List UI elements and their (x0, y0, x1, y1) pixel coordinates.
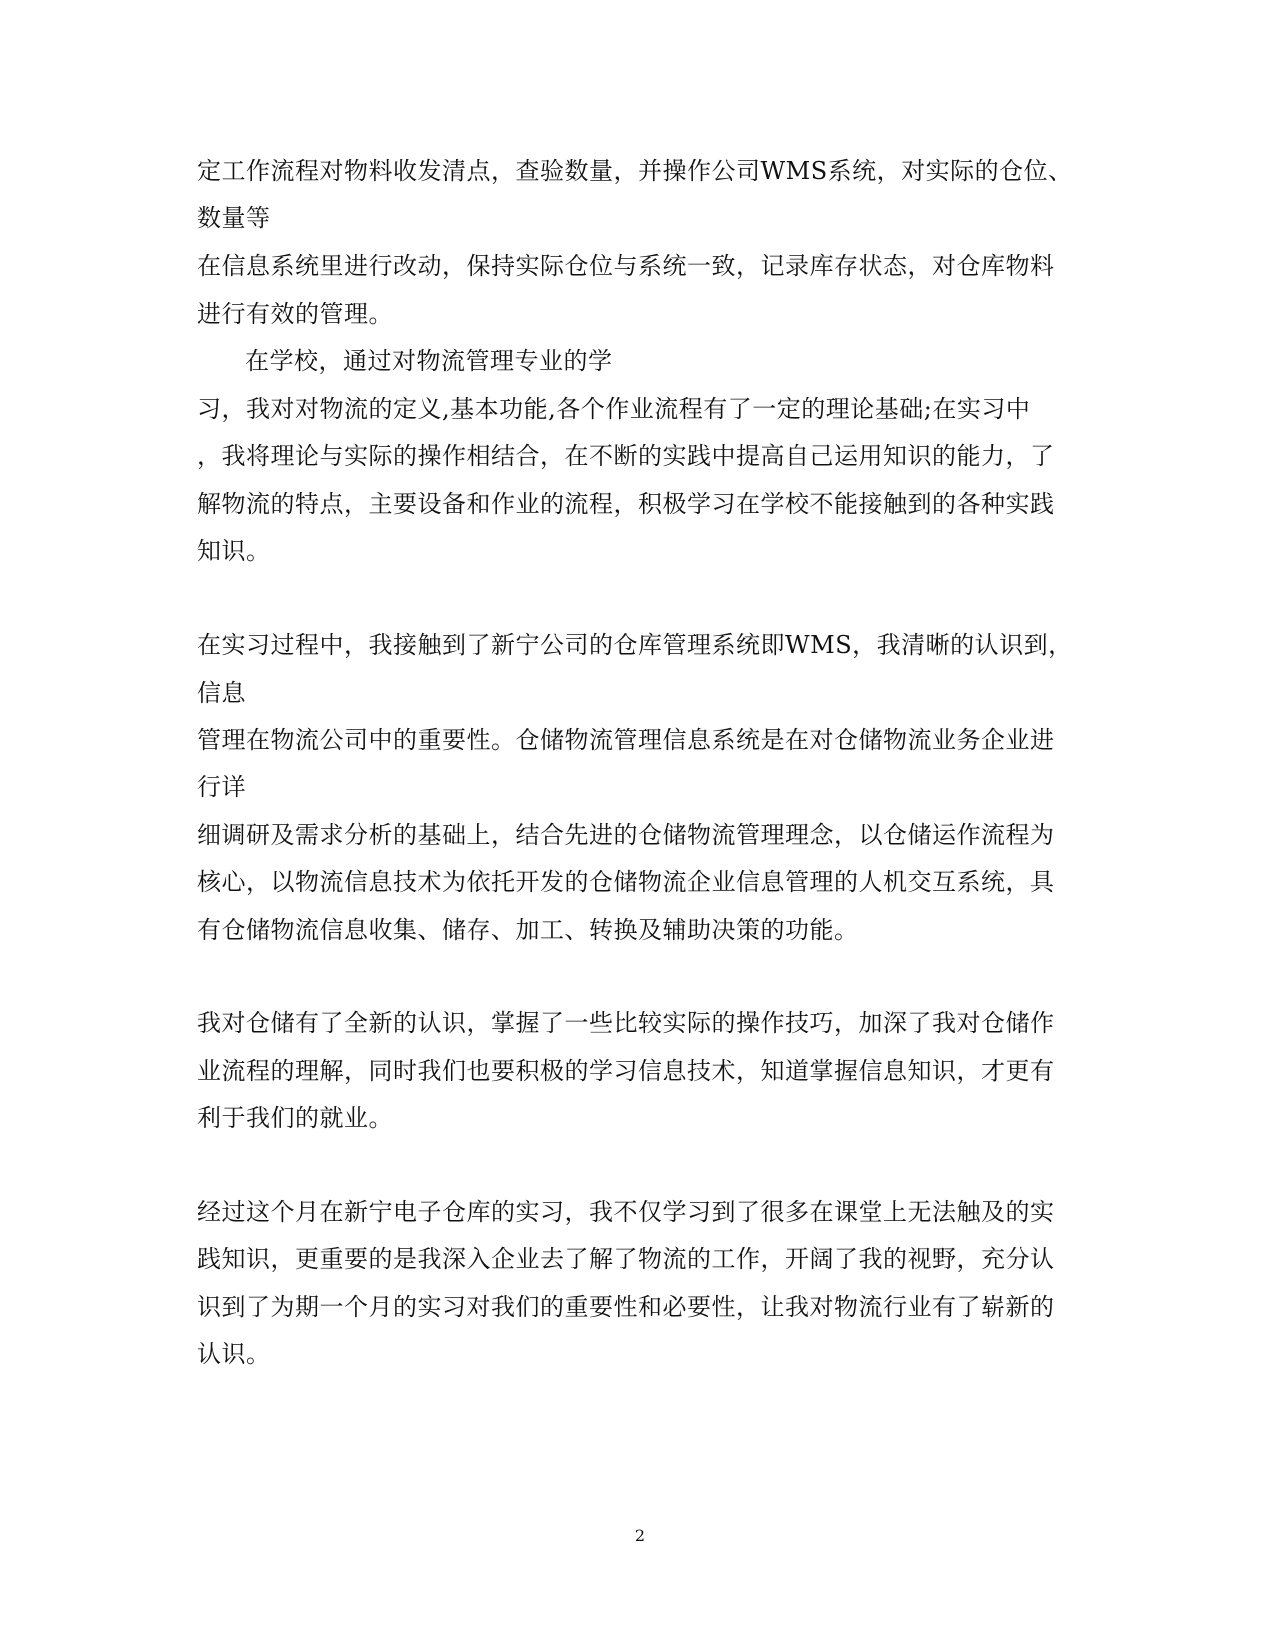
page-number: 2 (634, 1526, 646, 1545)
text-line: 知识。 (197, 537, 271, 565)
text-line: ，我将理论与实际的操作相结合，在不断的实践中提高自己运用知识的能力，了 (197, 442, 1055, 470)
text-line: 在学校，通过对物流管理专业的学 (245, 347, 613, 375)
text-line: 核心，以物流信息技术为依托开发的仓储物流企业信息管理的人机交互系统，具 (197, 868, 1055, 896)
text-line: 践知识，更重要的是我深入企业去了解了物流的工作，开阔了我的视野，充分认 (197, 1245, 1055, 1273)
text-line: 有仓储物流信息收集、储存、加工、转换及辅助决策的功能。 (197, 916, 859, 944)
text-line: 我对仓储有了全新的认识，掌握了一些比较实际的操作技巧，加深了我对仓储作 (197, 1009, 1055, 1037)
text-line: 信息 (197, 679, 246, 707)
text-line: 细调研及需求分析的基础上，结合先进的仓储物流管理理念，以仓储运作流程为 (197, 821, 1055, 849)
text-line: 习，我对对物流的定义,基本功能,各个作业流程有了一定的理论基础;在实习中 (197, 395, 1031, 423)
text-line: 管理在物流公司中的重要性。仓储物流管理信息系统是在对仓储物流业务企业进 (197, 726, 1055, 754)
text-line: 数量等 (197, 204, 271, 232)
text-line: 在实习过程中，我接触到了新宁公司的仓库管理系统即WMS，我清晰的认识到， (197, 631, 1073, 659)
text-line: 在信息系统里进行改动，保持实际仓位与系统一致，记录库存状态，对仓库物料 (197, 252, 1055, 280)
text-line: 利于我们的就业。 (197, 1104, 393, 1132)
text-line: 定工作流程对物料收发清点，查验数量，并操作公司WMS系统，对实际的仓位、 (197, 157, 1073, 185)
text-line: 认识。 (197, 1340, 271, 1368)
text-line: 行详 (197, 773, 246, 801)
text-line: 业流程的理解，同时我们也要积极的学习信息技术，知道掌握信息知识，才更有 (197, 1057, 1055, 1085)
text-line: 识到了为期一个月的实习对我们的重要性和必要性，让我对物流行业有了崭新的 (197, 1293, 1055, 1321)
text-line: 经过这个月在新宁电子仓库的实习，我不仅学习到了很多在课堂上无法触及的实 (197, 1198, 1055, 1226)
text-line: 解物流的特点，主要设备和作业的流程，积极学习在学校不能接触到的各种实践 (197, 490, 1055, 518)
text-line: 进行有效的管理。 (197, 300, 393, 328)
